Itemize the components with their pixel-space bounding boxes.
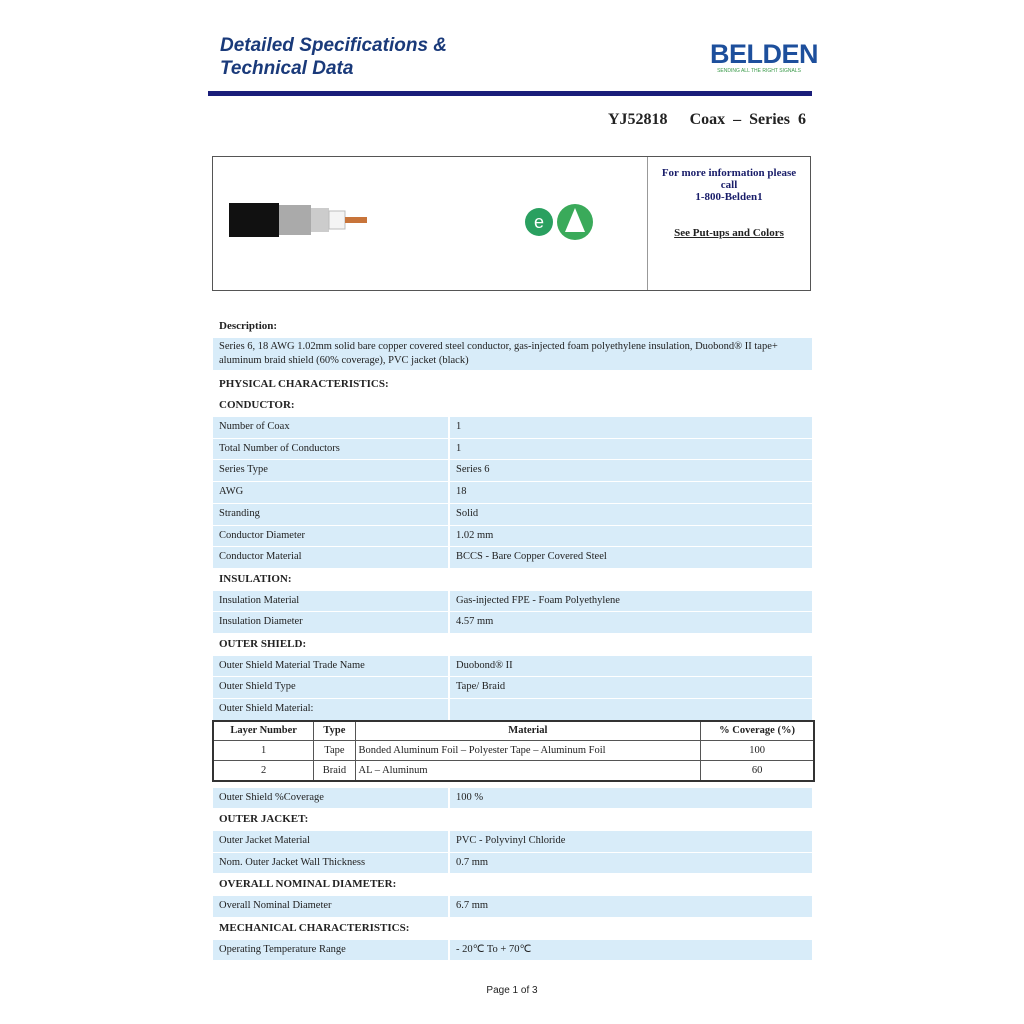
phone-number: 1-800-Belden1 <box>695 191 763 203</box>
table-cell: Bonded Aluminum Foil – Polyester Tape – Aluminum Foil <box>355 741 701 761</box>
description-text: Series 6, 18 AWG 1.02mm solid bare copper covered steel conductor, gas-injected foam polyethylene insulation, Duobond® II tape+ aluminum braid shield (60% coverage), PVC jacket (black) <box>213 338 812 370</box>
spec-value: Gas-injected FPE - Foam Polyethylene <box>450 591 812 612</box>
title-line-2: Technical Data <box>220 58 354 79</box>
table-cell: AL – Aluminum <box>355 761 701 781</box>
spec-value: 100 % <box>450 788 812 809</box>
spec-label: AWG <box>213 482 448 503</box>
part-number-heading <box>608 111 806 129</box>
section-heading: PHYSICAL CHARACTERISTICS: <box>219 377 389 390</box>
spec-label: Outer Shield Type <box>213 677 448 698</box>
spec-label: Operating Temperature Range <box>213 940 448 961</box>
spec-value: - 20℃ To + 70℃ <box>450 940 812 961</box>
spec-row <box>213 612 812 633</box>
table-cell: 2 <box>213 761 314 781</box>
section-heading: OVERALL NOMINAL DIAMETER: <box>219 878 397 891</box>
spec-value: Tape/ Braid <box>450 677 812 698</box>
spec-value: 4.57 mm <box>450 612 812 633</box>
spec-row <box>213 460 812 481</box>
spec-value: 0.7 mm <box>450 853 812 874</box>
spec-value <box>450 699 812 720</box>
spec-row <box>213 547 812 568</box>
column-header: Layer Number <box>213 721 314 741</box>
spec-label: Number of Coax <box>213 417 448 438</box>
column-header: % Coverage (%) <box>701 721 814 741</box>
spec-row <box>213 439 812 460</box>
spec-row <box>213 526 812 547</box>
info-text: call <box>720 179 738 191</box>
part-number: YJ52818 <box>608 111 668 128</box>
spec-row <box>213 788 812 809</box>
outer-shield-table <box>212 720 815 782</box>
title-line-1: Detailed Specifications & <box>220 35 448 56</box>
spec-value: 6.7 mm <box>450 896 812 917</box>
spec-row <box>213 656 812 677</box>
spec-label: Outer Shield Material Trade Name <box>213 656 448 677</box>
column-header: Material <box>355 721 701 741</box>
section-heading: OUTER SHIELD: <box>219 637 307 650</box>
svg-text:e: e <box>533 212 545 232</box>
table-cell: 60 <box>701 761 814 781</box>
spec-value: 18 <box>450 482 812 503</box>
spec-row <box>213 853 812 874</box>
spec-row <box>213 896 812 917</box>
spec-label: Outer Shield Material: <box>213 699 448 720</box>
spec-label: Insulation Diameter <box>213 612 448 633</box>
product-info-box <box>212 156 811 291</box>
spec-row <box>213 591 812 612</box>
info-text: For more information please <box>661 167 797 179</box>
logo-text: BELDEN <box>710 39 819 69</box>
table-cell: 100 <box>701 741 814 761</box>
spec-label: Stranding <box>213 504 448 525</box>
spec-value: 1.02 mm <box>450 526 812 547</box>
eco-certification-icons <box>521 202 611 242</box>
spec-value: Duobond® II <box>450 656 812 677</box>
spec-row <box>213 699 812 720</box>
table-cell: 1 <box>213 741 314 761</box>
document-title <box>220 34 447 80</box>
spec-value: 1 <box>450 439 812 460</box>
spec-label: Outer Jacket Material <box>213 831 448 852</box>
table-cell: Braid <box>314 761 355 781</box>
spec-row <box>213 831 812 852</box>
spec-row <box>213 940 812 961</box>
product-image-area <box>213 157 648 290</box>
spec-row <box>213 417 812 438</box>
table-cell: Tape <box>314 741 355 761</box>
spec-value: 1 <box>450 417 812 438</box>
spec-label: Nom. Outer Jacket Wall Thickness <box>213 853 448 874</box>
description-label: Description: <box>219 320 278 332</box>
section-heading: MECHANICAL CHARACTERISTICS: <box>219 921 410 934</box>
spec-value: PVC - Polyvinyl Chloride <box>450 831 812 852</box>
table-row <box>213 741 814 761</box>
section-heading: OUTER JACKET: <box>219 813 309 826</box>
spec-label: Insulation Material <box>213 591 448 612</box>
put-ups-colors-link[interactable]: See Put-ups and Colors <box>674 227 784 239</box>
logo-tagline: SENDING ALL THE RIGHT SIGNALS <box>717 68 801 74</box>
specifications <box>213 316 812 961</box>
spec-label: Series Type <box>213 460 448 481</box>
table-row <box>213 761 814 781</box>
spec-row <box>213 482 812 503</box>
spec-row <box>213 677 812 698</box>
spec-row <box>213 504 812 525</box>
section-heading: INSULATION: <box>219 572 292 585</box>
header-rule <box>208 91 812 96</box>
spec-label: Outer Shield %Coverage <box>213 788 448 809</box>
spec-label: Conductor Diameter <box>213 526 448 547</box>
spec-label: Overall Nominal Diameter <box>213 896 448 917</box>
spec-value: Solid <box>450 504 812 525</box>
spec-label: Total Number of Conductors <box>213 439 448 460</box>
column-header: Type <box>314 721 355 741</box>
spec-value: Series 6 <box>450 460 812 481</box>
belden-logo <box>710 39 819 74</box>
product-name: Coax – Series 6 <box>689 111 806 128</box>
page-number: Page 1 of 3 <box>486 985 538 996</box>
section-heading: CONDUCTOR: <box>219 399 295 412</box>
contact-info <box>648 157 810 290</box>
spec-value: BCCS - Bare Copper Covered Steel <box>450 547 812 568</box>
spec-label: Conductor Material <box>213 547 448 568</box>
